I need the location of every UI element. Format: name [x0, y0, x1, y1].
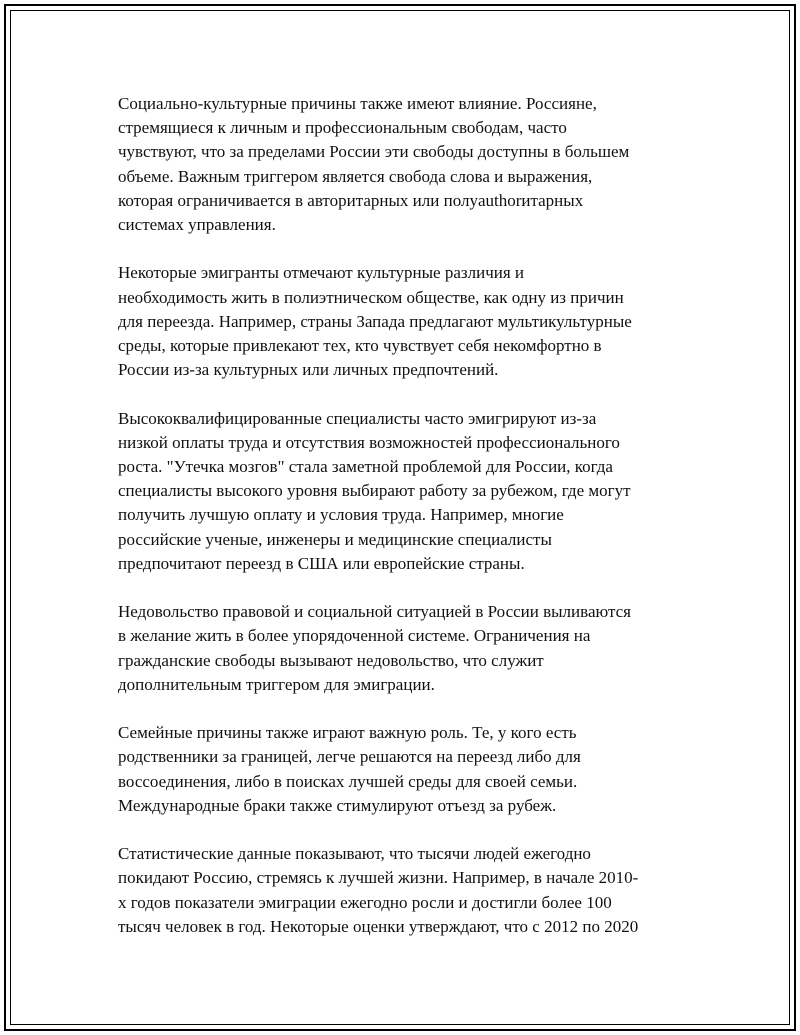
text-line: системах управления. [118, 215, 276, 235]
text-line: воссоединения, либо в поисках лучшей среды для своей семьи. [118, 771, 578, 791]
text-line: предпочитают переезд в США или европейские страны. [118, 553, 525, 573]
text-line: необходимость жить в полиэтническом обществе, как одну из причин [118, 287, 624, 307]
text-line: объеме. Важным триггером является свобода слова и выражения, [118, 166, 593, 186]
text-line: получить лучшую оплату и условия труда. Например, многие [118, 505, 564, 525]
paragraph-brain-drain [118, 407, 688, 576]
text-line: гражданские свободы вызывают недовольство, что служит [118, 650, 544, 670]
text-line: Высококвалифицированные специалисты часто эмигрируют из-за [118, 408, 597, 428]
paragraph-statistics [118, 842, 688, 939]
text-line: низкой оплаты труда и отсутствия возможностей профессионального [118, 432, 620, 452]
text-line: которая ограничивается в авторитарных или полуauthorитарных [118, 190, 584, 210]
text-line: Недовольство правовой и социальной ситуацией в России выливаются [118, 602, 631, 622]
text-line: Социально-культурные причины также имеют влияние. Россияне, [118, 94, 597, 113]
text-line: роста. "Утечка мозгов" стала заметной проблемой для России, когда [118, 457, 613, 477]
text-line: дополнительным триггером для эмиграции. [118, 674, 435, 694]
text-line: российские ученые, инженеры и медицинские специалисты [118, 529, 552, 549]
text-line: специалисты высокого уровня выбирают работу за рубежом, где могут [118, 481, 631, 501]
text-line: покидают Россию, стремясь к лучшей жизни. Например, в начале 2010- [118, 868, 639, 888]
paragraph-legal-dissatisfaction [118, 600, 688, 697]
text-line: среды, которые привлекают тех, кто чувствует себя некомфортно в [118, 336, 602, 356]
text-line: родственники за границей, легче решаются на переезд либо для [118, 747, 581, 767]
text-line: в желание жить в более упорядоченной системе. Ограничения на [118, 626, 591, 646]
text-line: чувствуют, что за пределами России эти свободы доступны в большем [118, 142, 630, 162]
paragraph-cultural-differences [118, 261, 688, 382]
document-body [118, 92, 688, 963]
text-line: Международные браки также стимулируют отъезд за рубеж. [118, 795, 557, 815]
text-line: стремящиеся к личным и профессиональным свободам, часто [118, 118, 567, 138]
paragraph-social-cultural [118, 92, 688, 237]
text-line: России из-за культурных или личных предпочтений. [118, 360, 499, 380]
text-line: Семейные причины также играют важную роль. Те, у кого есть [118, 723, 577, 743]
paragraph-family-reasons [118, 721, 688, 818]
text-line: Статистические данные показывают, что тысячи людей ежегодно [118, 844, 591, 864]
text-line: х годов показатели эмиграции ежегодно росли и достигли более 100 [118, 892, 612, 912]
text-line: для переезда. Например, страны Запада предлагают мультикультурные [118, 311, 632, 331]
text-line: тысяч человек в год. Некоторые оценки утверждают, что с 2012 по 2020 [118, 916, 639, 936]
text-line: Некоторые эмигранты отмечают культурные различия и [118, 263, 525, 283]
